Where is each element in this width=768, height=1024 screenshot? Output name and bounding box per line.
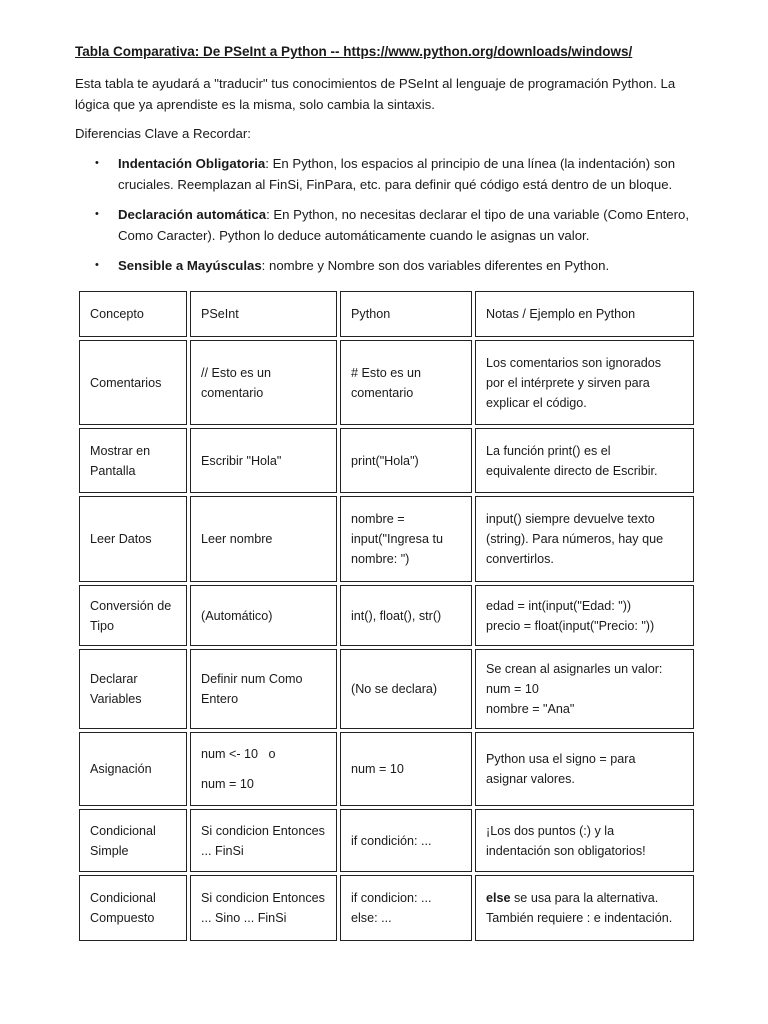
cell-concepto: Conversión de Tipo <box>79 585 187 646</box>
cell-pseint: Definir num Como Entero <box>190 649 337 729</box>
cell-concepto: Declarar Variables <box>79 649 187 729</box>
line-gap <box>201 764 326 774</box>
key-description: : En Python, no necesitas declarar el tipo de una variable (Como Entero, Como Caracter). Python lo deduce automáticamente cuando le asignas un valor. <box>118 207 690 243</box>
table-row <box>79 649 694 729</box>
cell-notas: ¡Los dos puntos (:) y la indentación son obligatorios! <box>475 809 694 872</box>
key-term: Declaración automática <box>118 207 267 222</box>
intro-paragraph: Esta tabla te ayudará a "traducir" tus conocimientos de PSeInt al lenguaje de programación Python. La lógica que ya aprendiste es la misma, solo cambia la sintaxis. <box>75 76 676 112</box>
table-row <box>79 875 694 941</box>
cell-notas: La función print() es el equivalente directo de Escribir. <box>475 428 694 493</box>
key-term: Indentación Obligatoria <box>118 156 266 171</box>
list-item <box>75 153 695 195</box>
cell-concepto: Leer Datos <box>79 496 187 582</box>
cell-concepto: Asignación <box>79 732 187 806</box>
cell-pseint <box>190 732 337 806</box>
cell-concepto: Condicional Compuesto <box>79 875 187 941</box>
cell-notas: Los comentarios son ignorados por el intérprete y sirven para explicar el código. <box>475 340 694 425</box>
bullet-icon: • <box>95 259 99 271</box>
cell-python: if condicion: ... else: ... <box>340 875 472 941</box>
header-pseint: PSeInt <box>190 291 337 337</box>
list-item <box>75 255 695 276</box>
cell-concepto: Mostrar en Pantalla <box>79 428 187 493</box>
cell-python: int(), float(), str() <box>340 585 472 646</box>
key-term: Sensible a Mayúsculas <box>118 258 262 273</box>
pseint-assign-line-1: num <- 10 o <box>201 747 276 761</box>
cell-python: (No se declara) <box>340 649 472 729</box>
cell-pseint: Leer nombre <box>190 496 337 582</box>
table-row <box>79 428 694 493</box>
cell-notas: input() siempre devuelve texto (string). Para números, hay que convertirlos. <box>475 496 694 582</box>
table-header-row <box>79 291 694 337</box>
key-differences-list <box>75 153 695 276</box>
cell-python: print("Hola") <box>340 428 472 493</box>
document-title: Tabla Comparativa: De PSeInt a Python -- https://www.python.org/downloads/windows/ <box>75 44 633 59</box>
key-description: : nombre y Nombre son dos variables diferentes en Python. <box>261 258 610 273</box>
cell-concepto: Condicional Simple <box>79 809 187 872</box>
table-row <box>79 809 694 872</box>
notas-rest: se usa para la alternativa. También requiere : e indentación. <box>486 891 673 925</box>
key-differences-heading: Diferencias Clave a Recordar: <box>75 126 251 141</box>
bullet-icon: • <box>95 157 99 169</box>
table-row <box>79 496 694 582</box>
cell-python: nombre = input("Ingresa tu nombre: ") <box>340 496 472 582</box>
table-row <box>79 732 694 806</box>
cell-concepto: Comentarios <box>79 340 187 425</box>
cell-python: num = 10 <box>340 732 472 806</box>
cell-notas <box>475 875 694 941</box>
cell-notas: edad = int(input("Edad: ")) precio = float(input("Precio: ")) <box>475 585 694 646</box>
header-concepto: Concepto <box>79 291 187 337</box>
cell-pseint: Si condicion Entonces ... Sino ... FinSi <box>190 875 337 941</box>
cell-pseint: Escribir "Hola" <box>190 428 337 493</box>
cell-python: if condición: ... <box>340 809 472 872</box>
pseint-assign-line-2: num = 10 <box>201 777 254 791</box>
table-row <box>79 585 694 646</box>
comparison-table <box>76 288 697 944</box>
else-keyword: else <box>486 891 511 905</box>
cell-pseint: (Automático) <box>190 585 337 646</box>
cell-python: # Esto es un comentario <box>340 340 472 425</box>
list-item <box>75 204 695 246</box>
cell-notas: Se crean al asignarles un valor: num = 10 nombre = "Ana" <box>475 649 694 729</box>
cell-pseint: Si condicion Entonces ... FinSi <box>190 809 337 872</box>
header-notas: Notas / Ejemplo en Python <box>475 291 694 337</box>
key-description: : En Python, los espacios al principio de una línea (la indentación) son cruciales. Reemplazan al FinSi, FinPara, etc. para definir qué código está dentro de un bloque. <box>118 156 676 192</box>
table-row <box>79 340 694 425</box>
bullet-icon: • <box>95 208 99 220</box>
cell-pseint: // Esto es un comentario <box>190 340 337 425</box>
cell-notas: Python usa el signo = para asignar valores. <box>475 732 694 806</box>
header-python: Python <box>340 291 472 337</box>
